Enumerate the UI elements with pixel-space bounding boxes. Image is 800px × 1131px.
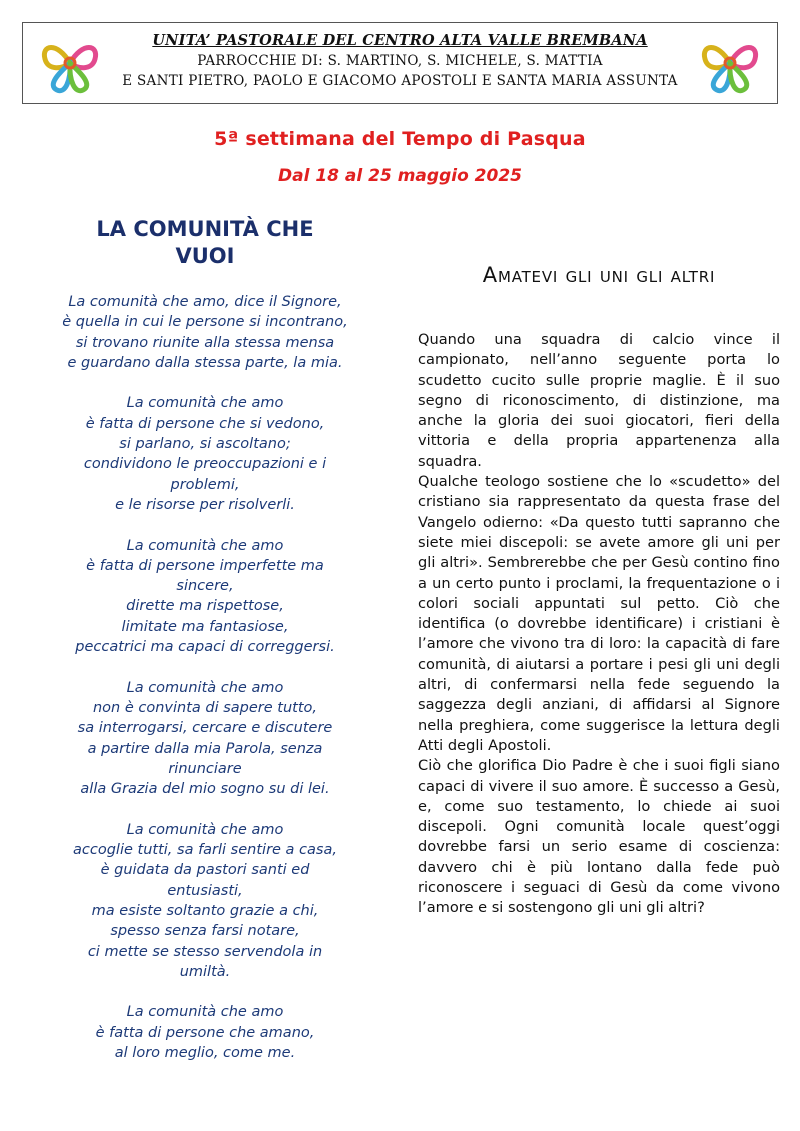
- poem-line: peccatrici ma capaci di correggersi.: [75, 639, 335, 656]
- poem-line: al loro meglio, come me.: [114, 1044, 296, 1061]
- poem-line: rinunciare: [168, 760, 242, 777]
- week-title: 5ª settimana del Tempo di Pasqua: [214, 128, 586, 150]
- poem-line: è fatta di persone che si vedono,: [85, 415, 325, 432]
- parishes-line: PARROCCHIE DI: S. MARTINO, S. MICHELE, S. MATTIA: [197, 53, 603, 69]
- week-dates: Dal 18 al 25 maggio 2025: [278, 166, 522, 186]
- parish-logo-right: [695, 27, 765, 97]
- poem-line: sincere,: [176, 578, 234, 595]
- poem-line: La comunità che amo: [126, 537, 284, 554]
- article-paragraph: Qualche teologo sostiene che lo «scudetto» del cristiano sia rappresentato da questa frase del Vangelo odierno: «Da questo tutti sapranno che siete miei discepoli: se avete amore gli uni per gli altri». Sembrerebbe che per Gesù contino fino a un certo punto i proclami, la frequentazione o i colori sociali appuntati sul petto. Ciò che identifica (o dovrebbe identificare) i cristiani è l’amore che vivono tra di loro: la capacità di fare comunità, di aiutarsi a portare i pesi gli uni degli altri, di confermarsi nella fede seguendo la saggezza degli anziani, di affidarsi al Signore nella preghiera, come suggerisce la lettura degli Atti degli Apostoli.: [418, 473, 780, 754]
- poem-stanza: [30, 536, 380, 658]
- poem-line: ci mette se stesso servendola in: [87, 943, 323, 960]
- poem-stanza: [30, 820, 380, 982]
- poem-line: condividono le preoccupazioni e i: [83, 456, 327, 473]
- poem-line: è guidata da pastori santi ed: [100, 862, 310, 879]
- article-title: Amatevi gli uni gli altri: [482, 263, 716, 287]
- poem-line: La comunità che amo: [126, 821, 284, 838]
- poem-title-line: VUOI: [175, 244, 235, 268]
- article-column: [418, 256, 780, 919]
- poem-line: limitate ma fantasiose,: [121, 618, 289, 635]
- poem-title: [30, 216, 380, 270]
- poem-line: e le risorse per risolverli.: [115, 496, 295, 513]
- poem-line: entusiasti,: [167, 882, 243, 899]
- poem-line: sa interrogarsi, cercare e discutere: [77, 720, 333, 737]
- poem-line: La comunità che amo, dice il Signore,: [68, 294, 342, 310]
- poem-stanza: [30, 1002, 380, 1063]
- poem-line: La comunità che amo: [126, 1004, 284, 1021]
- poem-line: ma esiste soltanto grazie a chi,: [91, 902, 319, 919]
- header-box: [22, 22, 778, 104]
- poem-stanzas: [30, 292, 380, 1063]
- poem-line: si parlano, si ascoltano;: [119, 436, 291, 453]
- poem-line: La comunità che amo: [126, 679, 284, 696]
- poem-line: non è convinta di sapere tutto,: [92, 699, 318, 716]
- poem-line: alla Grazia del mio sogno su di lei.: [80, 781, 330, 798]
- poem-line: umiltà.: [179, 963, 231, 980]
- parish-logo-left: [35, 27, 105, 97]
- poem-line: è fatta di persone che amano,: [95, 1024, 315, 1041]
- parishes-line-2: E SANTI PIETRO, PAOLO E GIACOMO APOSTOLI E SANTA MARIA ASSUNTA: [122, 73, 678, 89]
- article-paragraph: Quando una squadra di calcio vince il campionato, nell’anno seguente porta lo scudetto cucito sulle proprie maglie. È il suo segno di riconoscimento, di distinzione, ma anche la gloria dei suoi giocatori, fieri della vittoria e della propria appartenenza alla squadra.: [418, 331, 780, 470]
- poem-stanza: [30, 393, 380, 515]
- poem-line: La comunità che amo: [126, 395, 284, 412]
- article-paragraph: Ciò che glorifica Dio Padre è che i suoi figli siano capaci di vivere il suo amore. È successo a Gesù, e, come suo testamento, lo chiede ai suoi discepoli. Ogni comunità locale quest’oggi dovrebbe farsi un serio esame di coscienza: davvero chi è più lontano dalla fede può riconoscere i seguaci di Gesù da come vivono l’amore e si sostengono gli uni gli altri?: [418, 757, 780, 917]
- poem-line: a partire dalla mia Parola, senza: [87, 740, 323, 757]
- poem-title-line: LA COMUNITÀ CHE: [96, 217, 314, 241]
- poem-line: problemi,: [170, 476, 240, 493]
- poem-stanza: [30, 292, 380, 373]
- poem-line: spesso senza farsi notare,: [110, 923, 300, 940]
- article-body: [418, 330, 780, 919]
- poem-stanza: [30, 678, 380, 800]
- poem-column: [30, 216, 380, 1084]
- poem-line: dirette ma rispettose,: [126, 598, 284, 615]
- poem-line: si trovano riunite alla stessa mensa: [75, 334, 335, 351]
- pastoral-unit-name: UNITA’ PASTORALE DEL CENTRO ALTA VALLE BREMBANA: [152, 32, 648, 49]
- poem-line: è fatta di persone imperfette ma: [86, 557, 324, 574]
- poem-line: accoglie tutti, sa farli sentire a casa,: [73, 842, 337, 859]
- poem-line: e guardano dalla stessa parte, la mia.: [67, 354, 343, 371]
- poem-line: è quella in cui le persone si incontrano,: [62, 314, 348, 331]
